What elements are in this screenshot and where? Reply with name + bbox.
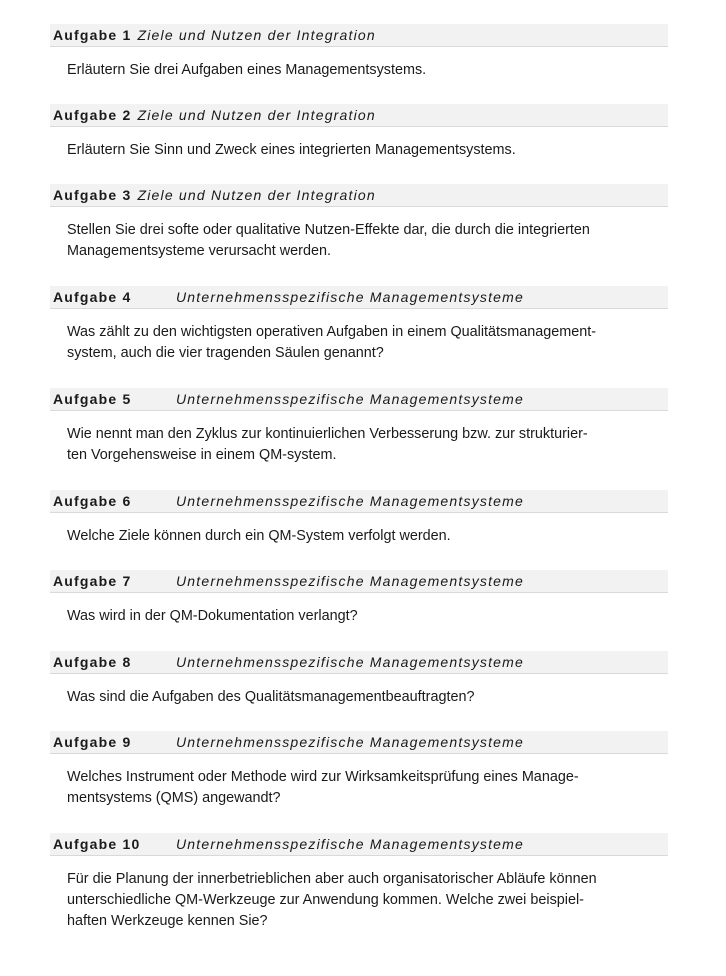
task-number: Aufgabe 7 xyxy=(53,573,132,589)
question-line: ten Vorgehensweise in einem QM-system. xyxy=(67,447,337,463)
task-question xyxy=(50,309,668,364)
task-number: Aufgabe 1 xyxy=(53,27,132,43)
task-header xyxy=(50,651,668,674)
task-9 xyxy=(50,731,668,809)
task-2 xyxy=(50,104,668,161)
task-number: Aufgabe 4 xyxy=(53,289,132,305)
question-line: Welches Instrument oder Methode wird zur Wirksamkeitsprüfung eines Manage- xyxy=(67,769,579,785)
task-topic: Unternehmensspezifische Managementsysteme xyxy=(176,493,525,509)
question-line: Managementsysteme verursacht werden. xyxy=(67,243,331,259)
task-topic: Unternehmensspezifische Managementsysteme xyxy=(176,654,525,670)
task-4 xyxy=(50,286,668,364)
task-10 xyxy=(50,833,668,932)
task-topic: Ziele und Nutzen der Integration xyxy=(137,27,376,43)
task-question xyxy=(50,754,668,809)
task-number: Aufgabe 6 xyxy=(53,493,132,509)
task-question xyxy=(50,593,668,627)
question-line: mentsystems (QMS) angewandt? xyxy=(67,790,281,806)
task-1 xyxy=(50,24,668,81)
task-header xyxy=(50,286,668,309)
task-topic: Ziele und Nutzen der Integration xyxy=(137,187,376,203)
task-number: Aufgabe 3 xyxy=(53,187,132,203)
task-topic: Unternehmensspezifische Managementsysteme xyxy=(176,836,525,852)
task-8 xyxy=(50,651,668,708)
task-number: Aufgabe 8 xyxy=(53,654,132,670)
question-line: system, auch die vier tragenden Säulen genannt? xyxy=(67,345,384,361)
task-question xyxy=(50,47,668,81)
task-7 xyxy=(50,570,668,627)
task-topic: Unternehmensspezifische Managementsysteme xyxy=(176,391,525,407)
task-number: Aufgabe 9 xyxy=(53,734,132,750)
question-line: Stellen Sie drei softe oder qualitative Nutzen-Effekte dar, die durch die integrierten xyxy=(67,222,590,238)
task-3 xyxy=(50,184,668,262)
task-question xyxy=(50,207,668,262)
question-line: Erläutern Sie drei Aufgaben eines Managementsystems. xyxy=(67,62,427,78)
task-question xyxy=(50,674,668,708)
task-topic: Unternehmensspezifische Managementsysteme xyxy=(176,734,525,750)
task-5 xyxy=(50,388,668,466)
task-number: Aufgabe 10 xyxy=(53,836,141,852)
question-line: Welche Ziele können durch ein QM-System verfolgt werden. xyxy=(67,528,451,544)
question-line: unterschiedliche QM-Werkzeuge zur Anwendung kommen. Welche zwei beispiel- xyxy=(67,892,584,908)
question-line: Erläutern Sie Sinn und Zweck eines integrierten Managementsystems. xyxy=(67,142,516,158)
task-6 xyxy=(50,490,668,547)
task-header xyxy=(50,833,668,856)
task-number: Aufgabe 2 xyxy=(53,107,132,123)
task-header xyxy=(50,104,668,127)
question-line: Für die Planung der innerbetrieblichen aber auch organisatorischer Abläufe können xyxy=(67,871,597,887)
question-line: Was sind die Aufgaben des Qualitätsmanagementbeauftragten? xyxy=(67,689,475,705)
question-line: Was zählt zu den wichtigsten operativen Aufgaben in einem Qualitätsmanagement- xyxy=(67,324,597,340)
task-header xyxy=(50,24,668,47)
task-question xyxy=(50,513,668,547)
task-header xyxy=(50,388,668,411)
task-header xyxy=(50,731,668,754)
task-topic: Unternehmensspezifische Managementsysteme xyxy=(176,289,525,305)
question-line: Wie nennt man den Zyklus zur kontinuierlichen Verbesserung bzw. zur strukturier- xyxy=(67,426,588,442)
question-line: Was wird in der QM-Dokumentation verlangt? xyxy=(67,608,358,624)
task-number: Aufgabe 5 xyxy=(53,391,132,407)
task-header xyxy=(50,184,668,207)
task-topic: Unternehmensspezifische Managementsysteme xyxy=(176,573,525,589)
task-header xyxy=(50,490,668,513)
task-question xyxy=(50,411,668,466)
task-question xyxy=(50,127,668,161)
task-header xyxy=(50,570,668,593)
task-topic: Ziele und Nutzen der Integration xyxy=(137,107,376,123)
task-question xyxy=(50,856,668,932)
question-line: haften Werkzeuge kennen Sie? xyxy=(67,913,268,929)
